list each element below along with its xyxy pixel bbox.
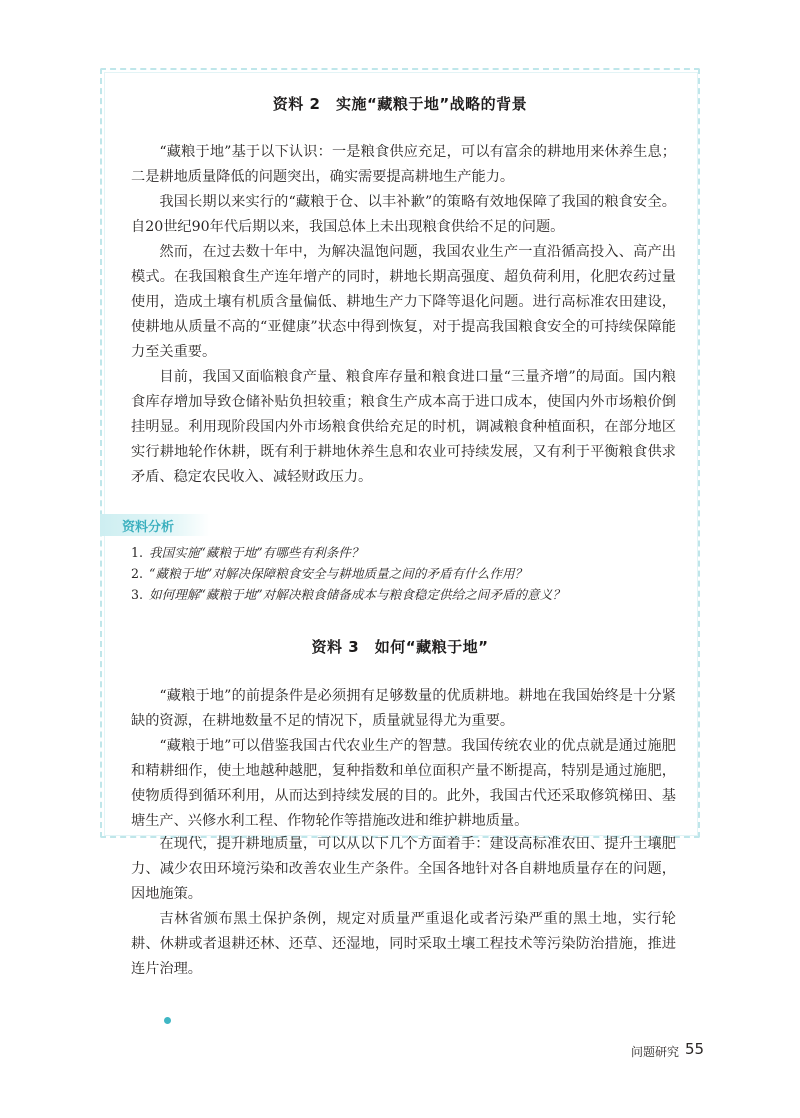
section2-paragraph-2: 我国长期以来实行的“藏粮于仓、以丰补歉”的策略有效地保障了我国的粮食安全。自20世纪90年代后期以来，我国总体上未出现粮食供给不足的问题。 <box>131 194 676 235</box>
section2-paragraph-3: 然而，在过去数十年中，为解决温饱问题，我国农业生产一直沿循高投入、高产出模式。在我国粮食生产连年增产的同时，耕地长期高强度、超负荷利用，化肥农药过量使用，造成土壤有机质含量偏低、耕地生产力下降等退化问题。进行高标准农田建设，使耕地从质量不高的“亚健康”状态中得到恢复，对于提高我国粮食安全的可持续保障能力至关重要。 <box>131 244 676 360</box>
section3-bullet: 吉林省颁布黑土保护条例，规定对质量严重退化或者污染严重的黑土地，实行轮耕、休耕或者退耕还林、还草、还湿地，同时采取土壤工程技术等污染防治措施，推进连片治理。 <box>131 911 676 977</box>
section2-paragraph-4: 目前，我国又面临粮食产量、粮食库存量和粮食进口量“三量齐增”的局面。国内粮食库存增加导致仓储补贴负担较重；粮食生产成本高于进口成本，使国内外市场粮价倒挂明显。利用现阶段国内外市场粮食供给充足的时机，调减粮食种植面积，在部分地区实行耕地轮作休耕，既有利于耕地休养生息和农业可持续发展，又有利于平衡粮食供求矛盾、稳定农民收入、减轻财政压力。 <box>131 369 676 485</box>
section3-paragraph-1: “藏粮于地”的前提条件是必须拥有足够数量的优质耕地。耕地在我国始终是十分紧缺的资源，在耕地数量不足的情况下，质量就显得尤为重要。 <box>131 688 676 729</box>
question-text: 如何理解“藏粮于地”对解决粮食储备成本与粮食稳定供给之间矛盾的意义？ <box>149 587 565 602</box>
analysis-tag <box>100 514 210 536</box>
section2-paragraph-1: “藏粮于地”基于以下认识：一是粮食供应充足，可以有富余的耕地用来休养生息；二是耕地质量降低的问题突出，确实需要提高耕地生产能力。 <box>131 144 676 185</box>
question-number: 1. <box>131 545 144 560</box>
footer-section-label: 问题研究 <box>631 1045 680 1059</box>
analysis-question-2 <box>131 564 676 584</box>
question-text: “藏粮于地”对解决保障粮食安全与耕地质量之间的矛盾有什么作用？ <box>149 566 528 581</box>
bullet-dot-icon <box>164 1017 171 1024</box>
section3-paragraph-2: “藏粮于地”可以借鉴我国古代农业生产的智慧。我国传统农业的优点就是通过施肥和精耕细作，使土地越种越肥，复种指数和单位面积产量不断提高，特别是通过施肥，使物质得到循环利用，从而达到持续发展的目的。此外，我国古代还采取修筑梯田、基塘生产、兴修水利工程、作物轮作等措施改进和维护耕地质量。 <box>131 738 676 829</box>
page-number: 55 <box>685 1040 705 1058</box>
section2-heading: 资料 2 实施“藏粮于地”战略的背景 <box>272 95 528 113</box>
section3-paragraph-3: 在现代，提升耕地质量，可以从以下几个方面着手：建设高标准农田、提升土壤肥力、减少农田环境污染和改善农业生产条件。全国各地针对各自耕地质量存在的问题，因地施策。 <box>131 836 676 902</box>
analysis-tag-label: 资料分析 <box>122 520 175 535</box>
analysis-question-3 <box>131 585 676 605</box>
question-number: 3. <box>131 587 144 602</box>
question-text: 我国实施“藏粮于地”有哪些有利条件？ <box>149 545 364 560</box>
question-number: 2. <box>131 566 144 581</box>
analysis-question-1 <box>131 543 676 563</box>
section3-heading: 资料 3 如何“藏粮于地” <box>311 638 489 656</box>
